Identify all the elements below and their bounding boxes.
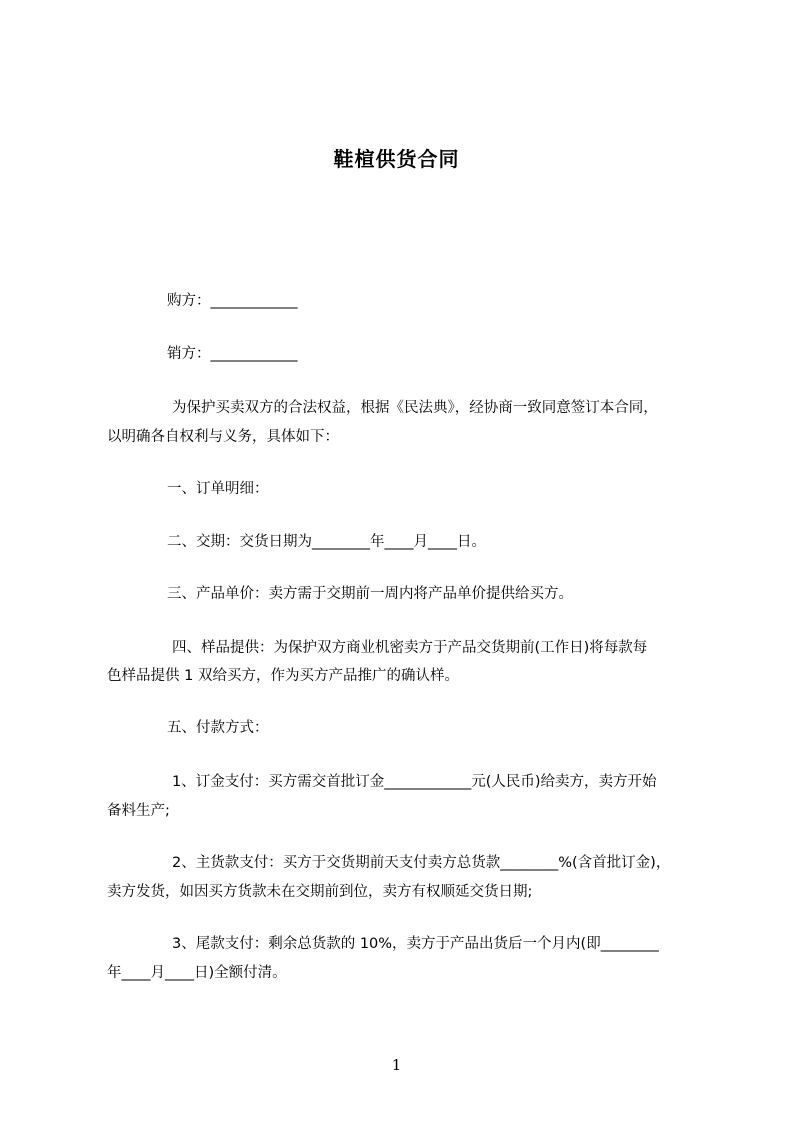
- payment-main-line-2: 卖方发货，如因买方货款未在交期前到位，卖方有权顺延交货日期;: [107, 884, 533, 900]
- intro-line-1: 为保护买卖双方的合法权益，根据《民法典》，经协商一致同意签订本合同，: [172, 400, 658, 416]
- page-number: 1: [391, 1056, 402, 1074]
- payment-main-line-1: 2、主货款支付：买方于交货期前天支付卖方总货款________%(含首批订金)，: [172, 855, 671, 871]
- seller-line: 销方：____________: [167, 346, 298, 362]
- payment-final-line-1: 3、尾款支付：剩余总货款的 10%，卖方于产品出货后一个月内(即________: [172, 936, 659, 952]
- clause-payment-method: 五、付款方式：: [167, 720, 269, 736]
- clause-order-details: 一、订单明细：: [167, 481, 269, 497]
- buyer-line: 购方：____________: [167, 293, 298, 309]
- clause-unit-price: 三、产品单价：卖方需于交期前一周内将产品单价提供给买方。: [167, 586, 573, 602]
- clause-samples-line-1: 四、样品提供：为保护双方商业机密卖方于产品交货期前(工作日)将每款每: [172, 640, 648, 656]
- payment-final-line-2: 年____月____日)全额付清。: [107, 965, 287, 981]
- clause-samples-line-2: 色样品提供 1 双给买方，作为买方产品推广的确认样。: [107, 668, 459, 684]
- document-title: 鞋楦供货合同: [333, 147, 460, 171]
- payment-deposit-line-1: 1、订金支付：买方需交首批订金____________元(人民币)给卖方，卖方开始: [172, 774, 657, 790]
- payment-deposit-line-2: 备料生产;: [107, 803, 170, 819]
- intro-line-2: 以明确各自权利与义务，具体如下：: [107, 429, 339, 445]
- clause-delivery-date: 二、交期：交货日期为________年____月____日。: [167, 534, 486, 550]
